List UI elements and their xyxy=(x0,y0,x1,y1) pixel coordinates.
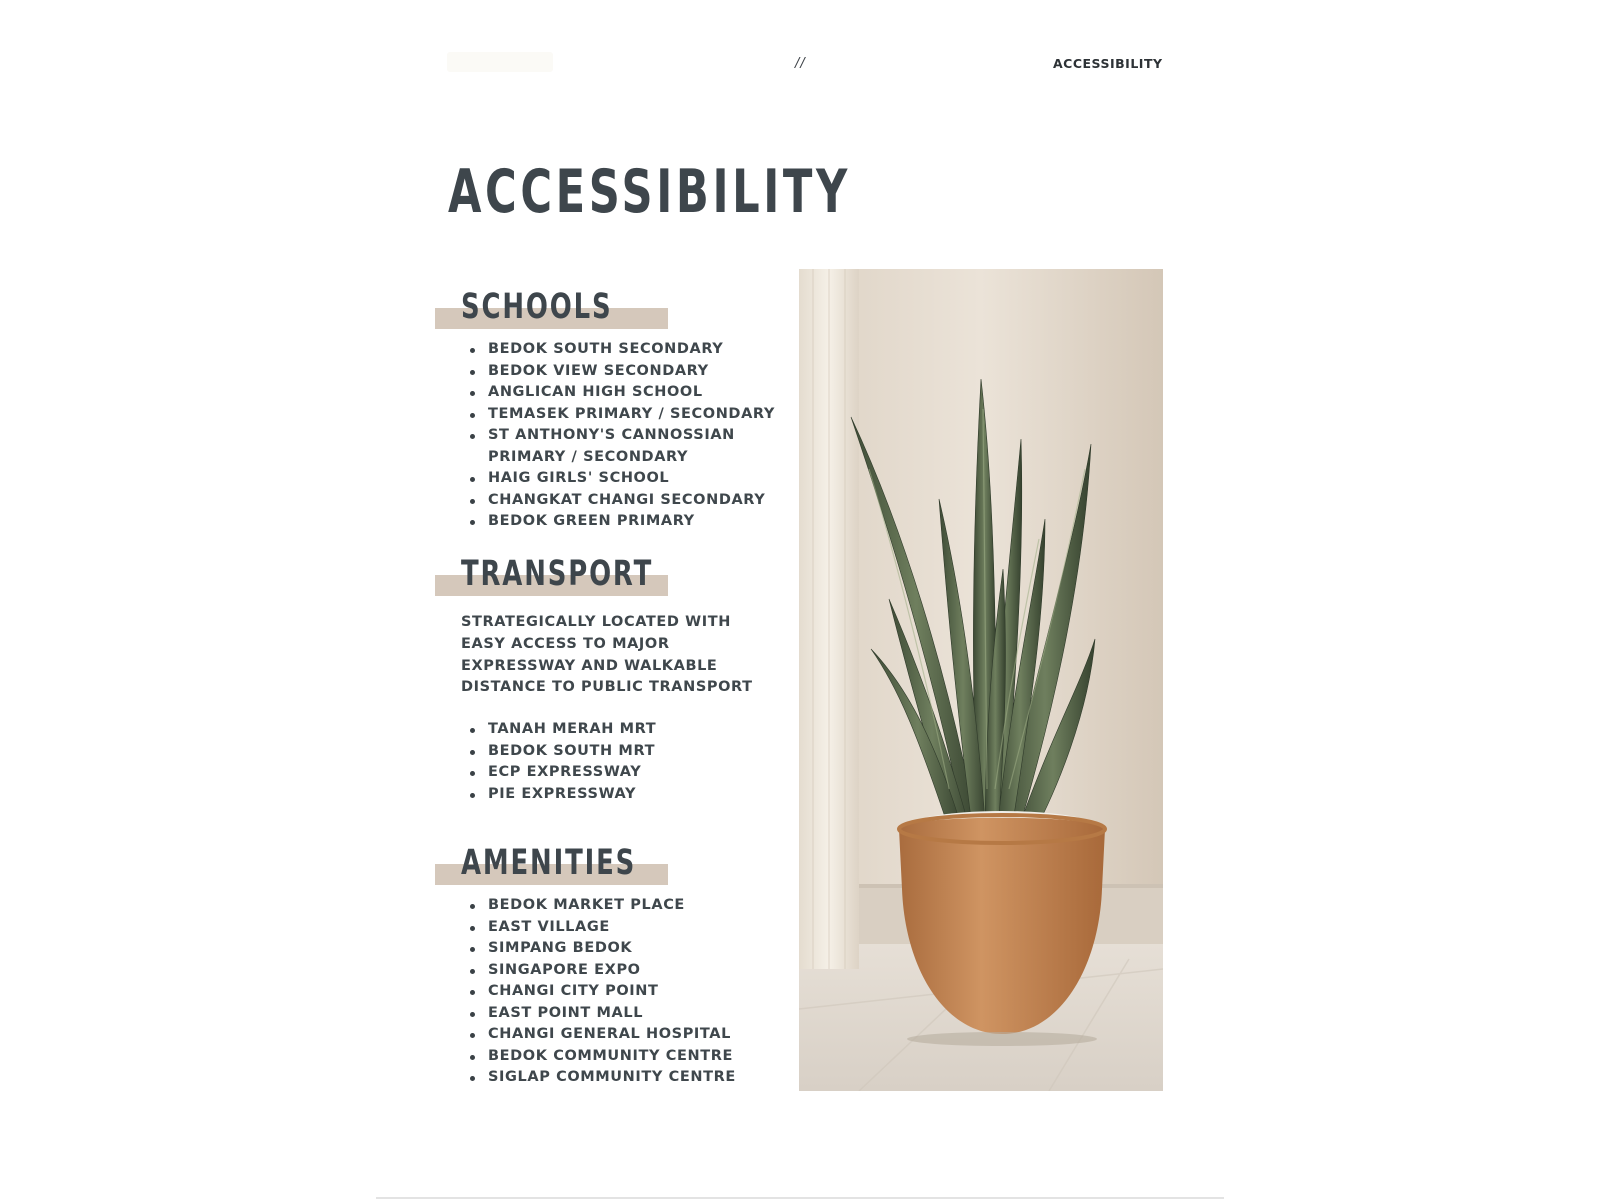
list-item: ANGLICAN HIGH SCHOOL xyxy=(435,382,765,404)
amenities-section xyxy=(435,843,765,1089)
list-item: HAIG GIRLS' SCHOOL xyxy=(435,468,765,490)
list-item: SINGAPORE EXPO xyxy=(435,960,765,982)
transport-description: STRATEGICALLY LOCATED WITH EASY ACCESS TO MAJOR EXPRESSWAY AND WALKABLE DISTANCE TO PUBLIC TRANSPORT xyxy=(461,614,753,696)
schools-list xyxy=(435,339,775,533)
list-item: CHANGKAT CHANGI SECONDARY xyxy=(435,490,765,512)
plant-photo-illustration xyxy=(799,269,1163,1091)
list-item: SIMPANG BEDOK xyxy=(435,938,765,960)
page-title: ACCESSIBILITY xyxy=(448,157,851,227)
list-item: EAST VILLAGE xyxy=(435,917,765,939)
transport-list xyxy=(435,719,765,805)
amenities-heading xyxy=(435,843,765,883)
schools-heading xyxy=(435,287,765,327)
list-item: BEDOK VIEW SECONDARY xyxy=(435,361,765,383)
header-logo xyxy=(447,52,553,72)
list-item: TANAH MERAH MRT xyxy=(435,719,765,741)
transport-heading-text: TRANSPORT xyxy=(461,554,654,594)
transport-section xyxy=(435,554,765,805)
list-item: BEDOK SOUTH SECONDARY xyxy=(435,339,765,361)
list-item: ECP EXPRESSWAY xyxy=(435,762,765,784)
list-item: SIGLAP COMMUNITY CENTRE xyxy=(435,1067,765,1089)
amenities-heading-text: AMENITIES xyxy=(461,843,637,883)
list-item: BEDOK COMMUNITY CENTRE xyxy=(435,1046,765,1068)
list-item: BEDOK SOUTH MRT xyxy=(435,741,765,763)
list-item: ST ANTHONY'S CANNOSSIAN PRIMARY / SECONDARY xyxy=(435,425,743,468)
footer-rule xyxy=(376,1197,1224,1199)
amenities-list xyxy=(435,895,765,1089)
list-item: TEMASEK PRIMARY / SECONDARY xyxy=(435,404,765,426)
list-item: BEDOK GREEN PRIMARY xyxy=(435,511,765,533)
list-item: CHANGI GENERAL HOSPITAL xyxy=(435,1024,765,1046)
plant-photo xyxy=(799,269,1163,1091)
schools-heading-text: SCHOOLS xyxy=(461,287,613,327)
list-item: PIE EXPRESSWAY xyxy=(435,784,765,806)
header-separator: // xyxy=(795,56,806,71)
transport-heading xyxy=(435,554,765,594)
list-item: BEDOK MARKET PLACE xyxy=(435,895,765,917)
header-section-label: ACCESSIBILITY xyxy=(1053,56,1163,71)
list-item: CHANGI CITY POINT xyxy=(435,981,765,1003)
schools-section xyxy=(435,287,775,533)
list-item: EAST POINT MALL xyxy=(435,1003,765,1025)
